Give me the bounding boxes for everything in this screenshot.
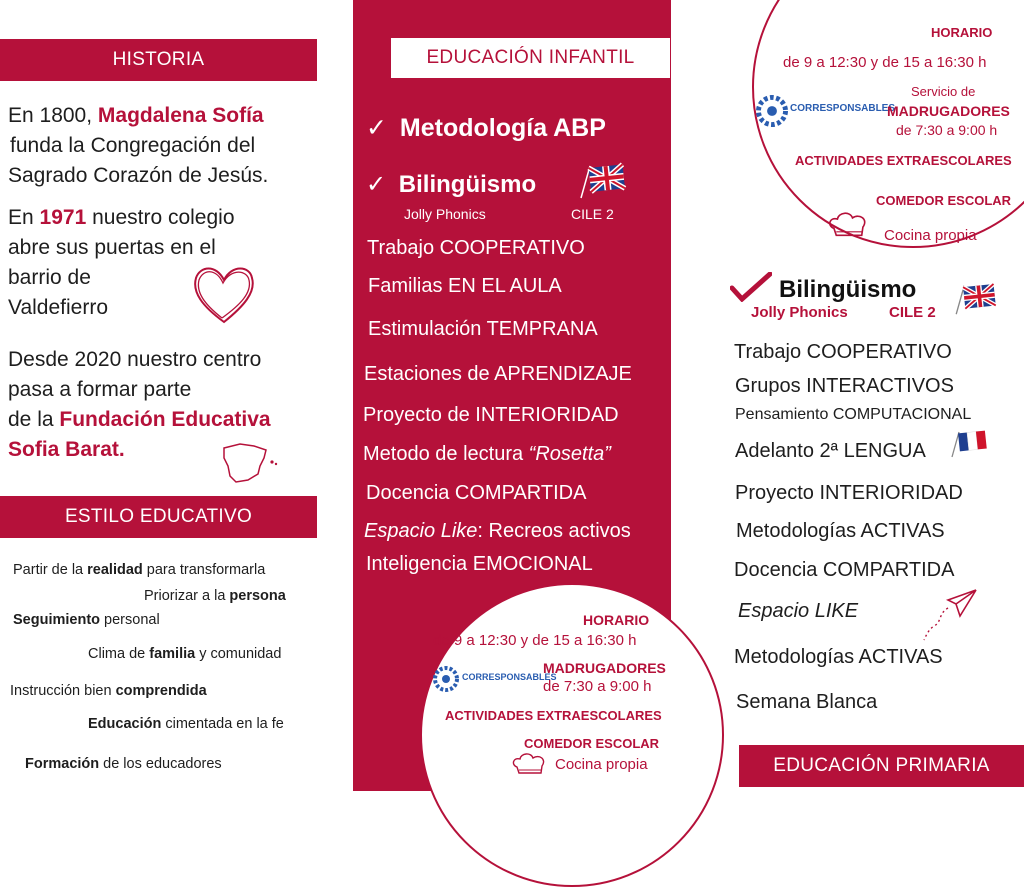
- estilo-line-7: Formación de los educadores: [25, 756, 222, 772]
- founder-name: Magdalena Sofía: [97, 104, 264, 127]
- estilo-heading: ESTILO EDUCATIVO: [64, 506, 253, 527]
- historia-paragraph-3: Desde 2020 nuestro centro pasa a formar parte de la Fundación Educativa Sofia Barat.: [8, 348, 271, 461]
- estilo-line-2: Priorizar a la persona: [144, 588, 286, 604]
- primaria-item: Metodologías ACTIVAS: [736, 520, 945, 542]
- heart-icon: [188, 258, 260, 328]
- infantil-item-like: Espacio Like: Recreos activos: [364, 520, 631, 542]
- primaria-horario: de 9 a 12:30 y de 15 a 16:30 h: [783, 54, 987, 71]
- estilo-banner: [0, 496, 317, 538]
- primaria-item: Semana Blanca: [736, 691, 878, 713]
- france-flag-icon: [950, 428, 988, 458]
- red-check-icon: [730, 272, 772, 302]
- primaria-heading: EDUCACIÓN PRIMARIA: [773, 755, 990, 776]
- corresponsables-logo-icon: [756, 95, 788, 127]
- primaria-item: Pensamiento COMPUTACIONAL: [735, 406, 972, 423]
- historia-heading: HISTORIA: [112, 49, 205, 70]
- primaria-item: Adelanto 2ª LENGUA: [735, 440, 926, 462]
- primaria-cocina: Cocina propia: [884, 227, 977, 244]
- uk-flag-icon: [578, 160, 628, 200]
- primaria-actividades: ACTIVIDADES EXTRAESCOLARES: [795, 153, 1012, 168]
- infantil-item: Familias EN EL AULA: [368, 275, 562, 297]
- primaria-jolly: Jolly Phonics: [751, 304, 848, 321]
- estilo-line-6: Educación cimentada en la fe: [88, 716, 284, 732]
- primaria-horario-label: HORARIO: [931, 25, 993, 40]
- infantil-madrugadores: MADRUGADORES: [543, 660, 666, 676]
- primaria-bilingue: Bilingüismo: [779, 276, 917, 303]
- estilo-line-4: Clima de familia y comunidad: [88, 646, 282, 662]
- chef-hat-icon: [827, 212, 871, 240]
- corresponsables-logo-icon: [433, 666, 459, 692]
- founding-year: 1971: [39, 206, 87, 229]
- infantil-item: Trabajo COOPERATIVO: [367, 237, 585, 259]
- infantil-item-lectura: Metodo de lectura “Rosetta”: [363, 443, 611, 465]
- estilo-line-1: Partir de la realidad para transformarla: [13, 562, 266, 578]
- uk-flag-icon: [953, 280, 999, 316]
- infantil-madrugadores-hours: de 7:30 a 9:00 h: [543, 678, 652, 695]
- abp-line: ✓ Metodología ABP: [366, 114, 606, 142]
- infantil-heading: EDUCACIÓN INFANTIL: [426, 47, 635, 68]
- primaria-madrugadores: MADRUGADORES: [887, 103, 1010, 119]
- infantil-actividades: ACTIVIDADES EXTRAESCOLARES: [445, 708, 662, 723]
- historia-paragraph-2: En 1971 nuestro colegio abre sus puertas en el barrio de Valdefierro: [8, 206, 235, 319]
- paper-plane-icon: [918, 586, 980, 642]
- estilo-line-3: Seguimiento personal: [13, 612, 160, 628]
- primaria-banner: [739, 745, 1024, 787]
- spain-map-icon: [220, 440, 282, 486]
- jolly-phonics-label: Jolly Phonics: [404, 206, 486, 222]
- corresponsables-logo-text: CORRESPONSABLES: [790, 103, 896, 114]
- primaria-item-like: Espacio LIKE: [738, 600, 859, 622]
- infantil-item: Docencia COMPARTIDA: [366, 482, 587, 504]
- infantil-comedor: COMEDOR ESCOLAR: [524, 736, 660, 751]
- estilo-line-5: Instrucción bien comprendida: [10, 683, 207, 699]
- check-icon: ✓: [366, 171, 387, 198]
- fundacion-name: Fundación Educativa: [59, 408, 271, 431]
- check-icon: ✓: [366, 114, 387, 142]
- bilingue-line: ✓ Bilingüismo: [366, 171, 537, 198]
- primaria-madrugadores-hours: de 7:30 a 9:00 h: [896, 122, 998, 138]
- historia-banner: [0, 39, 317, 81]
- corresponsables-logo-text: CORRESPONSABLES: [462, 672, 557, 682]
- primaria-item: Trabajo COOPERATIVO: [734, 341, 952, 363]
- cile-label: CILE 2: [571, 206, 614, 222]
- primaria-servicio: Servicio de: [911, 84, 976, 99]
- primaria-item: Proyecto INTERIORIDAD: [735, 482, 963, 504]
- primaria-item: Grupos INTERACTIVOS: [735, 375, 954, 397]
- chef-hat-icon: [511, 753, 549, 777]
- infantil-item: Estaciones de APRENDIZAJE: [364, 363, 632, 385]
- primaria-cile: CILE 2: [889, 304, 936, 321]
- infantil-item: Proyecto de INTERIORIDAD: [363, 404, 619, 426]
- infantil-banner: [391, 38, 670, 78]
- infantil-item: Estimulación TEMPRANA: [368, 318, 598, 340]
- infantil-cocina: Cocina propia: [555, 756, 648, 773]
- infantil-horario: de 9 a 12:30 y de 15 a 16:30 h: [433, 632, 637, 649]
- infantil-horario-circle: [420, 583, 724, 887]
- primaria-item: Docencia COMPARTIDA: [734, 559, 955, 581]
- infantil-item: Inteligencia EMOCIONAL: [366, 553, 593, 575]
- primaria-item: Metodologías ACTIVAS: [734, 646, 943, 668]
- primaria-comedor: COMEDOR ESCOLAR: [876, 193, 1012, 208]
- infantil-horario-label: HORARIO: [583, 612, 650, 628]
- historia-paragraph-1: En 1800, Magdalena Sofía funda la Congregación del Sagrado Corazón de Jesús.: [8, 104, 269, 187]
